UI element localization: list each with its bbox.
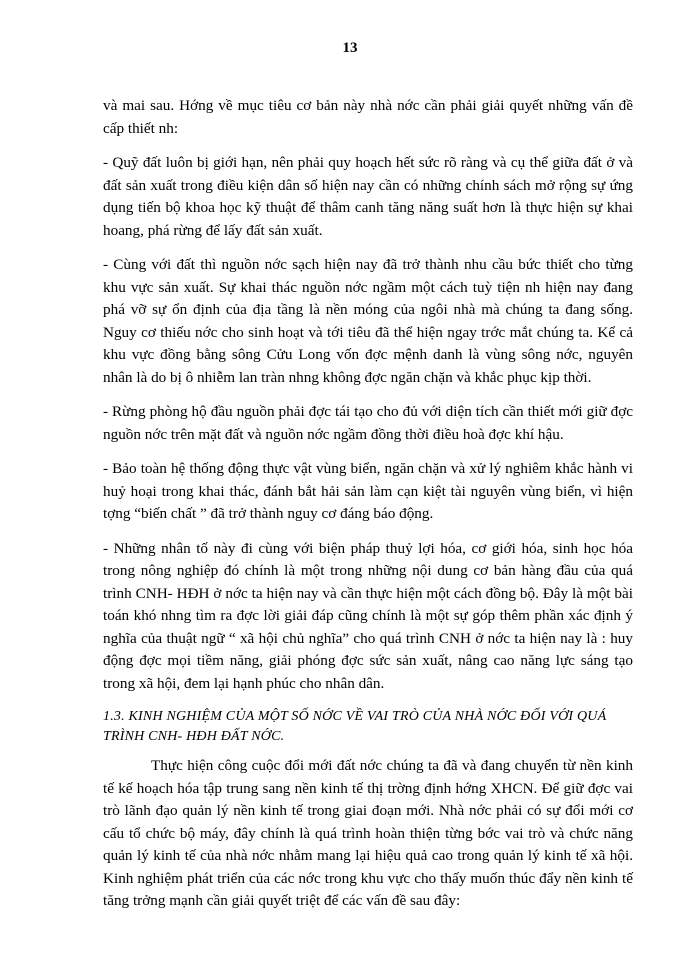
bullet-factors-summary: - Những nhân tố này đi cùng với biện pháp thuỷ lợi hóa, cơ giới hóa, sinh học hóa trong nông nghiệp đó chính là một trong những nội dung cơ bản hàng đầu của quá trình CNH- HĐH ở nớc ta hiện nay và cần thực hiện một cách đồng bộ. Đây là một bài toán khó nhng tìm ra đợc lời giải đáp cũng chính là một sự góp thêm phần xác định ý nghĩa của thuật ngữ “ xã hội chủ nghĩa” cho quá trình CNH ở nớc ta hiện nay là : huy động đợc mọi tiềm năng, giải phóng đợc sức sản xuất, nâng cao năng lực sáng tạo trong xã hội, đem lại hạnh phúc cho nhân dân. — [103, 539, 633, 692]
section-body: Thực hiện công cuộc đổi mới đất nớc chúng ta đã và đang chuyển từ nền kinh tế kế hoạch hóa tập trung sang nền kinh tế thị trờng định hớng XHCN. Để giữ đợc vai trò lãnh đạo quản lý nền kinh tế trong giai đoạn mới. Nhà nớc phải có sự đổi mới cơ cấu tổ chức bộ máy, đây chính là quá trình hoàn thiện từng bớc vai trò và chức năng quản lý kinh tế của nhà nớc nhằm mang lại hiệu quả cao trong quản lý kinh tế xã hội. Kinh nghiệm phát triển của các nớc trong khu vực cho thấy muốn thúc đẩy nền kinh tế tăng trởng mạnh cần giải quyết triệt để các vấn đề sau đây: — [103, 757, 633, 909]
page-number: 13 — [342, 40, 358, 56]
paragraph-intro: và mai sau. Hớng về mục tiêu cơ bản này nhà nớc cần phải giải quyết những vấn đề cấp thiết nh: — [103, 97, 633, 137]
bullet-clean-water: - Cùng với đất thì nguồn nớc sạch hiện nay đã trở thành nhu cầu bức thiết cho từng khu vực sản xuất. Sự khai thác nguồn nớc ngầm một cách tuỳ tiện nh hiện nay đang phá vỡ sự ổn định của địa tầng là nền móng của ngôi nhà mà chúng ta đang sống. Nguy cơ thiếu nớc cho sinh hoạt và tới tiêu đã thể hiện ngay trớc mắt chúng ta. Kể cả khu vực đồng bằng sông Cửu Long vốn đợc mệnh danh là vùng sông nớc, nguyên nhân là do bị ô nhiễm lan tràn nhng không đợc ngăn chặn và khắc phục kịp thời. — [103, 256, 633, 386]
bullet-marine-ecosystem: - Bảo toàn hệ thống động thực vật vùng biển, ngăn chặn và xử lý nghiêm khắc hành vi huỷ hoại trong khai thác, đánh bắt hải sản làm cạn kiệt tài nguyên vùng biển, vì hiện tợng “biến chất ” đã trở thành nguy cơ đáng báo động. — [103, 460, 633, 522]
bullet-protective-forest: - Rừng phòng hộ đầu nguồn phải đợc tái tạo cho đủ với diện tích cần thiết mới giữ đợc nguồn nớc trên mặt đất và nguồn nớc ngầm đồng thời điều hoà đợc khí hậu. — [103, 403, 633, 443]
document-body — [103, 95, 633, 913]
bullet-land-fund: - Quỹ đất luôn bị giới hạn, nên phải quy hoạch hết sức rõ ràng và cụ thể giữa đất ở và đất sản xuất trong điều kiện dân số hiện nay cần có những chính sách mở rộng sự ứng dụng tiến bộ khoa học kỹ thuật để thâm canh tăng năng suất hơn là thực hiện sự khai hoang, phá rừng để lấy đất sản xuất. — [103, 154, 633, 239]
section-heading: 1.3. KINH NGHIỆM CỦA MỘT SỐ NỚC VỀ VAI TRÒ CỦA NHÀ NỚC ĐỐI VỚI QUÁ TRÌNH CNH- HĐH ĐẤT NỚC. — [103, 709, 607, 744]
